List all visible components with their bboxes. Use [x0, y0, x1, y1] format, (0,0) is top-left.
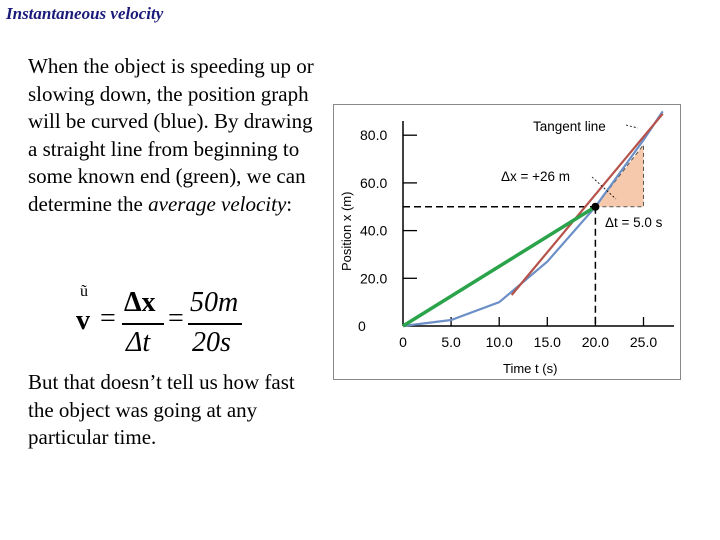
y-tick-label: 60.0: [360, 174, 388, 191]
velocity-symbol: v: [76, 305, 90, 336]
x-tick-label: 10.0: [485, 334, 513, 350]
y-tick-label: 20.0: [360, 270, 388, 287]
fraction-bar-2: [188, 323, 242, 325]
tangent-leader: [626, 125, 638, 128]
x-tick-label: 5.0: [441, 334, 461, 350]
x-tick-label: 20.0: [581, 334, 610, 350]
delta-x: Δx: [124, 287, 156, 318]
delta-t-label: Δt = 5.0 s: [605, 215, 663, 230]
tangent-label: Tangent line: [533, 119, 606, 134]
paragraph-tail: :: [286, 191, 293, 216]
x-tick-label: 25.0: [629, 334, 658, 350]
paragraph-text: When the object is speeding up or slowing down, the position graph will be curved (blue). By drawing a straight line from beginning to some known end (green), we can determine the: [28, 54, 314, 216]
tangent-point: [591, 203, 599, 211]
average-velocity-term: average velocity: [148, 191, 287, 216]
delta-t: Δt: [126, 327, 151, 358]
graph-svg: [334, 105, 680, 379]
slide-title: Instantaneous velocity: [6, 4, 164, 23]
y-tick-label: 0: [358, 318, 366, 334]
position-time-graph: [333, 104, 681, 380]
average-velocity-line: [403, 207, 595, 326]
x-tick-label: 15.0: [533, 334, 561, 350]
x-axis-title: Time t (s): [503, 361, 558, 376]
y-tick-label: 40.0: [360, 222, 388, 239]
fraction-bar-1: [122, 323, 164, 325]
x-tick-label: 0: [399, 334, 407, 350]
equals-sign-1: =: [100, 303, 116, 334]
vector-arrow-mark: ũ: [80, 283, 88, 300]
y-axis-title: Position x (m): [339, 191, 354, 271]
average-velocity-formula: [70, 283, 250, 363]
denominator-20s: 20s: [192, 327, 231, 358]
delta-x-label: Δx = +26 m: [501, 169, 571, 184]
numerator-50m: 50m: [190, 287, 239, 318]
paragraph-average-velocity: [28, 53, 318, 218]
y-tick-label: 80.0: [360, 127, 388, 144]
equals-sign-2: =: [168, 303, 184, 334]
paragraph-limitation: But that doesn’t tell us how fast the object was going at any particular time.: [28, 370, 295, 449]
